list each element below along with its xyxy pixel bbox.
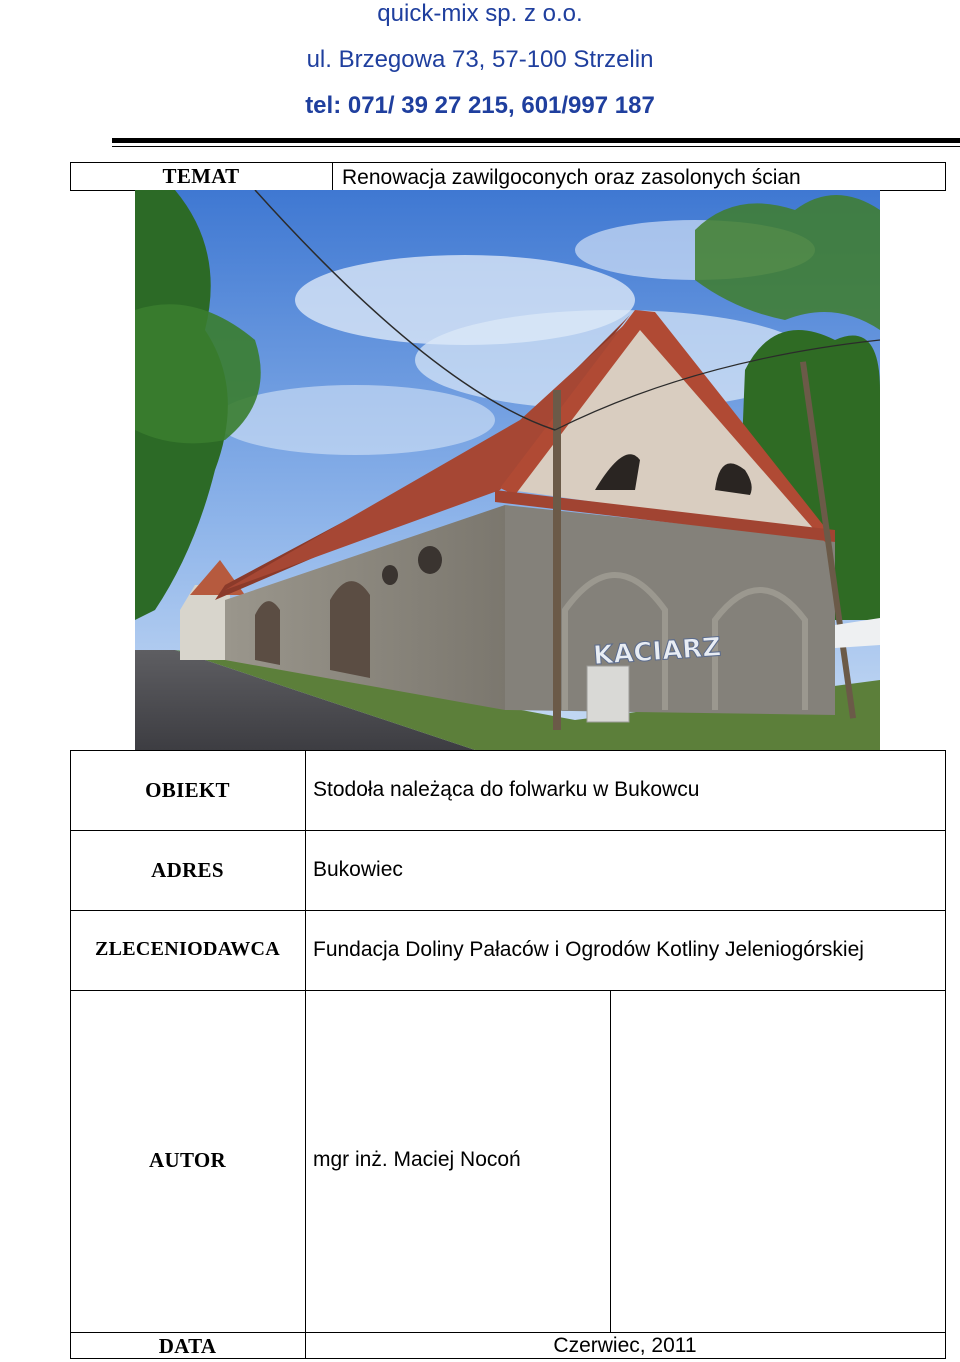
data-value: Czerwiec, 2011 — [553, 1334, 697, 1357]
company-address: ul. Brzegowa 73, 57-100 Strzelin — [306, 46, 654, 73]
autor-value: mgr inż. Maciej Nocoń — [313, 1148, 521, 1171]
zleceniodawca-label: ZLECENIODAWCA — [94, 938, 281, 960]
header-rule-thin — [112, 146, 960, 147]
adres-value: Bukowiec — [313, 858, 403, 881]
temat-value: Renowacja zawilgoconych oraz zasolonych ścian — [342, 166, 801, 189]
barn-photo — [135, 190, 880, 750]
obiekt-value: Stodoła należąca do folwarku w Bukowcu — [313, 778, 700, 801]
company-phone: tel: 071/ 39 27 215, 601/997 187 — [305, 92, 655, 119]
graffiti-text: KACIARZ — [592, 632, 723, 672]
company-name: quick-mix sp. z o.o. — [377, 0, 583, 27]
autor-label: AUTOR — [149, 1148, 226, 1172]
data-label: DATA — [158, 1334, 217, 1358]
header-rule — [112, 138, 960, 143]
zleceniodawca-value: Fundacja Doliny Pałaców i Ogrodów Kotliny Jeleniogórskiej — [313, 938, 864, 961]
obiekt-label: OBIEKT — [145, 778, 230, 802]
adres-label: ADRES — [151, 858, 224, 882]
temat-label: TEMAT — [162, 164, 240, 188]
